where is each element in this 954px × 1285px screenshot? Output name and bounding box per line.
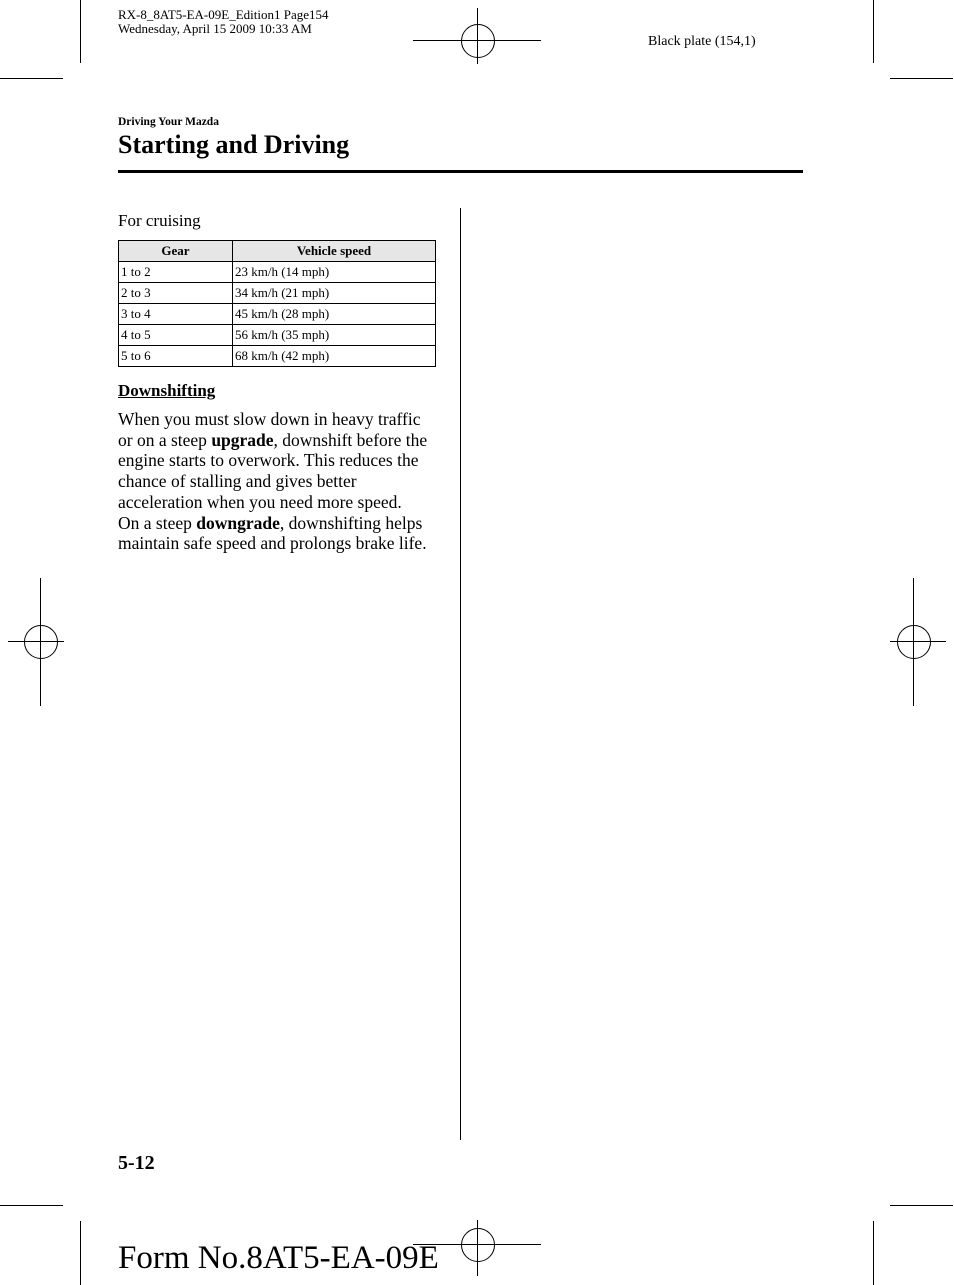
table-header-row [119, 241, 436, 262]
column-divider [460, 208, 461, 1140]
text-run: , downshift before the engine starts to overwork. This reduces the chance of stalling and gives better acceleration when you need more speed. [118, 429, 428, 512]
crop-mark [890, 1205, 953, 1206]
speed-cell: 45 km/h (28 mph) [233, 304, 436, 325]
page-number: 5-12 [118, 1152, 155, 1174]
table-row [119, 283, 436, 304]
table-row [119, 304, 436, 325]
speed-cell: 68 km/h (42 mph) [233, 346, 436, 367]
crop-mark [873, 1221, 874, 1285]
speed-cell: 56 km/h (35 mph) [233, 325, 436, 346]
downshifting-paragraph [118, 409, 438, 513]
speed-cell: 23 km/h (14 mph) [233, 262, 436, 283]
print-file-line: RX-8_8AT5-EA-09E_Edition1 Page154 [118, 7, 329, 22]
page-title: Starting and Driving [118, 130, 350, 159]
text-run: When you must slow down in heavy traffic or on a steep [118, 409, 421, 450]
gear-cell: 2 to 3 [119, 283, 233, 304]
crop-mark [0, 78, 63, 79]
cruising-intro: For cruising [118, 211, 201, 230]
gear-cell: 5 to 6 [119, 346, 233, 367]
plate-label: Black plate (154,1) [648, 34, 756, 49]
crop-mark [890, 78, 953, 79]
emphasis-upgrade: upgrade [211, 429, 274, 450]
table-row [119, 325, 436, 346]
print-header [118, 8, 329, 36]
column-header-vehicle-speed: Vehicle speed [233, 241, 436, 262]
downshifting-body [118, 409, 438, 554]
print-date-line: Wednesday, April 15 2009 10:33 AM [118, 21, 312, 36]
form-number: Form No.8AT5-EA-09E [118, 1240, 439, 1276]
column-header-gear: Gear [119, 241, 233, 262]
emphasis-downgrade: downgrade [196, 512, 280, 533]
title-rule [118, 170, 803, 173]
text-run: On a steep [118, 512, 197, 533]
table-row [119, 262, 436, 283]
crop-mark [873, 0, 874, 63]
crop-mark [80, 1221, 81, 1285]
text-run: , downshifting helps maintain safe speed and prolongs brake life. [118, 512, 427, 554]
gear-cell: 4 to 5 [119, 325, 233, 346]
speed-cell: 34 km/h (21 mph) [233, 283, 436, 304]
gear-cell: 1 to 2 [119, 262, 233, 283]
downshifting-paragraph [118, 513, 438, 554]
shift-speed-table [118, 240, 436, 367]
crop-mark [80, 0, 81, 63]
section-label: Driving Your Mazda [118, 116, 219, 128]
crop-mark [0, 1205, 63, 1206]
gear-cell: 3 to 4 [119, 304, 233, 325]
table-row [119, 346, 436, 367]
downshifting-heading: Downshifting [118, 381, 216, 400]
